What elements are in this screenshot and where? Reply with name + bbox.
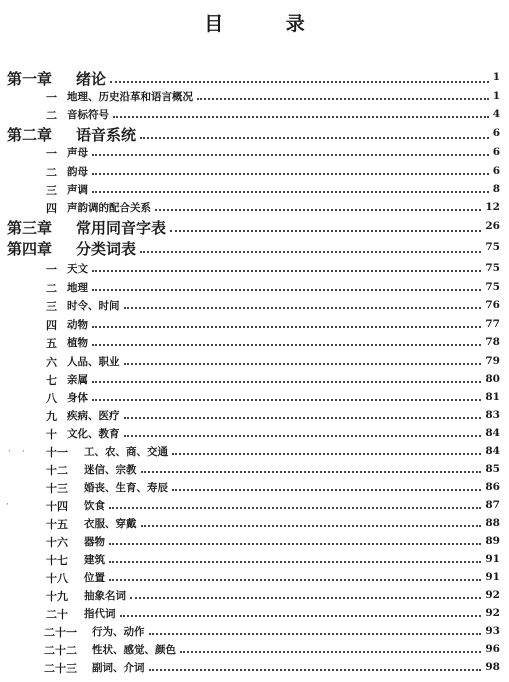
toc-section-entry (0, 588, 509, 608)
section-number: 三 (46, 300, 57, 313)
section-title: 婚丧、生育、寿辰 (84, 482, 168, 494)
section-title: 亲属 (67, 374, 88, 386)
dot-leader (124, 435, 481, 437)
page-number: 83 (485, 409, 500, 421)
toc-section-entry (0, 390, 509, 410)
page-number: 6 (492, 146, 500, 158)
toc-section-entry (0, 298, 509, 318)
section-number: 七 (46, 374, 57, 387)
dot-leader (92, 173, 489, 175)
toc-chapter-entry (0, 217, 509, 237)
section-title: 副词、介词 (92, 662, 145, 674)
toc-title: 目 录 (204, 13, 333, 35)
dot-leader (197, 98, 489, 100)
section-number: 一 (46, 147, 57, 160)
section-number: 十七 (46, 554, 68, 567)
toc-section-entry (0, 498, 509, 518)
section-number: 十二 (46, 464, 68, 477)
margin-speck: · (6, 500, 9, 510)
page-number: 6 (492, 165, 500, 177)
dot-leader (149, 633, 481, 635)
section-title: 迷信、宗教 (84, 464, 137, 476)
section-title: 动物 (67, 319, 88, 331)
dot-leader (113, 116, 489, 118)
dot-leader (109, 561, 481, 563)
page-number: 86 (485, 481, 500, 493)
page-number: 84 (485, 427, 500, 439)
page-number: 88 (485, 517, 500, 529)
dot-leader (140, 251, 481, 253)
toc-section-entry (0, 317, 509, 337)
page-number: 75 (485, 262, 500, 274)
section-number: 六 (46, 356, 57, 369)
page-number: 91 (485, 553, 500, 565)
page-number: 75 (485, 241, 500, 253)
page-number: 1 (492, 71, 500, 83)
section-title: 行为、动作 (92, 626, 145, 638)
margin-speck: · (8, 447, 11, 457)
section-number: 十 (46, 428, 57, 441)
toc-section-entry (0, 145, 509, 165)
toc-section-entry (0, 624, 509, 644)
page-number: 81 (485, 391, 500, 403)
dot-leader (92, 270, 481, 272)
section-number: 四 (46, 202, 57, 215)
section-title: 人品、职业 (67, 356, 120, 368)
section-number: 二 (46, 166, 57, 179)
section-title: 饮食 (84, 500, 105, 512)
page-number: 92 (485, 589, 500, 601)
dot-leader (141, 525, 481, 527)
dot-leader (92, 154, 489, 156)
section-title: 时令、时间 (67, 300, 120, 312)
section-title: 器物 (84, 536, 105, 548)
chapter-number: 第三章 (7, 219, 53, 237)
toc-chapter-entry (0, 124, 509, 144)
dot-leader (149, 669, 481, 671)
page-number: 77 (485, 318, 500, 330)
section-title: 指代词 (84, 608, 116, 620)
toc-section-entry (0, 408, 509, 428)
page-number: 78 (485, 336, 500, 348)
section-title: 声母 (67, 147, 88, 159)
toc-section-entry (0, 89, 509, 109)
section-title: 建筑 (84, 554, 105, 566)
toc-section-entry (0, 335, 509, 355)
section-title: 抽象名词 (84, 590, 126, 602)
chapter-title: 常用同音字表 (76, 219, 167, 237)
dot-leader (124, 417, 481, 419)
toc-section-entry (0, 444, 509, 464)
section-number: 十五 (46, 518, 68, 531)
page-number: 98 (485, 661, 500, 673)
chapter-title: 绪论 (76, 70, 107, 88)
chapter-number: 第四章 (7, 240, 53, 258)
dot-leader (172, 489, 481, 491)
page-number: 80 (485, 373, 500, 385)
section-title: 声韵调的配合关系 (67, 202, 151, 214)
toc-section-entry (0, 164, 509, 184)
section-title: 韵母 (67, 166, 88, 178)
page-number: 12 (485, 201, 500, 213)
section-title: 位置 (84, 572, 105, 584)
toc-section-entry (0, 280, 509, 300)
section-title: 性状、感觉、颜色 (92, 644, 176, 656)
page-number: 1 (492, 90, 500, 102)
section-title: 文化、教育 (67, 428, 120, 440)
dot-leader (92, 326, 481, 328)
dot-leader (92, 399, 481, 401)
section-number: 二十三 (44, 662, 77, 675)
section-number: 五 (46, 337, 57, 350)
section-number: 九 (46, 410, 57, 423)
dot-leader (141, 471, 481, 473)
dot-leader (130, 597, 481, 599)
toc-section-entry (0, 552, 509, 572)
page-number: 91 (485, 571, 500, 583)
section-number: 二十二 (44, 644, 77, 657)
dot-leader (110, 81, 489, 83)
dot-leader (120, 615, 481, 617)
section-number: 十三 (46, 482, 68, 495)
page-number: 6 (492, 127, 500, 139)
toc-chapter-entry (0, 238, 509, 258)
dot-leader (124, 363, 481, 365)
section-number: 十八 (46, 572, 68, 585)
toc-section-entry (0, 534, 509, 554)
section-title: 声调 (67, 184, 88, 196)
page-number: 76 (485, 299, 500, 311)
section-number: 一 (46, 263, 57, 276)
page-number: 75 (485, 281, 500, 293)
section-title: 疾病、医疗 (67, 410, 120, 422)
toc-section-entry (0, 516, 509, 536)
section-title: 音标符号 (67, 109, 109, 121)
dot-leader (172, 453, 481, 455)
chapter-title: 分类词表 (76, 240, 137, 258)
toc-section-entry (0, 426, 509, 446)
section-number: 一 (46, 91, 57, 104)
toc-section-entry (0, 462, 509, 482)
section-title: 衣服、穿戴 (84, 518, 137, 530)
page-number: 79 (485, 355, 500, 367)
section-number: 二 (46, 109, 57, 122)
section-number: 四 (46, 319, 57, 332)
page-number: 93 (485, 625, 500, 637)
dot-leader (155, 209, 481, 211)
section-title: 地理 (67, 282, 88, 294)
section-number: 十一 (46, 446, 68, 459)
dot-leader (170, 230, 481, 232)
dot-leader (109, 579, 481, 581)
section-title: 工、农、商、交通 (84, 446, 168, 458)
chapter-number: 第一章 (7, 70, 53, 88)
toc-section-entry (0, 182, 509, 202)
toc-chapter-entry (0, 68, 509, 88)
toc-section-entry (0, 372, 509, 392)
page-number: 84 (485, 445, 500, 457)
dot-leader (92, 289, 481, 291)
toc-section-entry (0, 570, 509, 590)
page-number: 89 (485, 535, 500, 547)
page-number: 4 (492, 108, 500, 120)
page-number: 26 (485, 220, 500, 232)
section-number: 二十 (46, 608, 68, 621)
section-number: 二十一 (44, 626, 77, 639)
toc-section-entry (0, 660, 509, 680)
dot-leader (92, 344, 481, 346)
section-title: 地理、历史沿革和语言概况 (67, 91, 193, 103)
toc-section-entry (0, 480, 509, 500)
section-number: 八 (46, 392, 57, 405)
dot-leader (109, 543, 481, 545)
dot-leader (92, 381, 481, 383)
toc-section-entry (0, 606, 509, 626)
section-number: 十六 (46, 536, 68, 549)
section-number: 三 (46, 184, 57, 197)
dot-leader (124, 307, 481, 309)
section-number: 二 (46, 282, 57, 295)
page-number: 85 (485, 463, 500, 475)
section-title: 植物 (67, 337, 88, 349)
page-number: 8 (492, 183, 500, 195)
section-number: 十九 (46, 590, 68, 603)
margin-speck: · (22, 447, 25, 457)
page-number: 87 (485, 499, 500, 511)
chapter-title: 语音系统 (76, 126, 137, 144)
chapter-number: 第二章 (7, 126, 53, 144)
page-number: 92 (485, 607, 500, 619)
dot-leader (92, 191, 489, 193)
page-number: 96 (485, 643, 500, 655)
dot-leader (180, 651, 481, 653)
section-title: 身体 (67, 392, 88, 404)
section-title: 天文 (67, 263, 88, 275)
toc-section-entry (0, 354, 509, 374)
toc-section-entry (0, 642, 509, 662)
toc-section-entry (0, 261, 509, 281)
section-number: 十四 (46, 500, 68, 513)
dot-leader (140, 137, 489, 139)
dot-leader (109, 507, 481, 509)
